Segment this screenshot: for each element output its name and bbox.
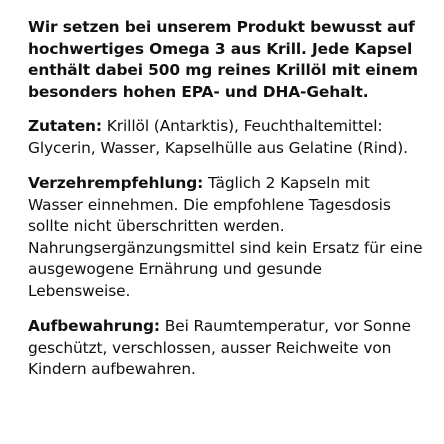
product-info-document — [28, 17, 428, 381]
dosage-label: Verzehrempfehlung: — [28, 174, 204, 192]
storage-text: Bei Raumtemperatur, vor Sonne geschützt, verschlossen, ausser Reichweite von Kindern aufbewahren. — [28, 317, 411, 378]
dosage-text: Täglich 2 Kapseln mit Wasser einnehmen. Die empfohlene Tagesdosis sollte nicht überschritten werden. Nahrungsergänzungsmittel sind kein Ersatz für eine ausgewogene Ernährung und gesunde Lebensweise. — [28, 174, 423, 300]
storage-section — [28, 316, 428, 381]
intro-paragraph: Wir setzen bei unserem Produkt bewusst auf hochwertiges Omega 3 aus Krill. Jede Kapsel enthält dabei 500 mg reines Krillöl mit einem besonders hohen EPA- und DHA-Gehalt. — [28, 18, 418, 101]
dosage-section — [28, 173, 428, 302]
ingredients-label: Zutaten: — [28, 117, 102, 135]
ingredients-text: Krillöl (Antarktis), Feuchthaltemittel: Glycerin, Wasser, Kapselhülle aus Gelatine (Rind). — [28, 117, 408, 157]
storage-label: Aufbewahrung: — [28, 317, 160, 335]
ingredients-section — [28, 116, 428, 159]
